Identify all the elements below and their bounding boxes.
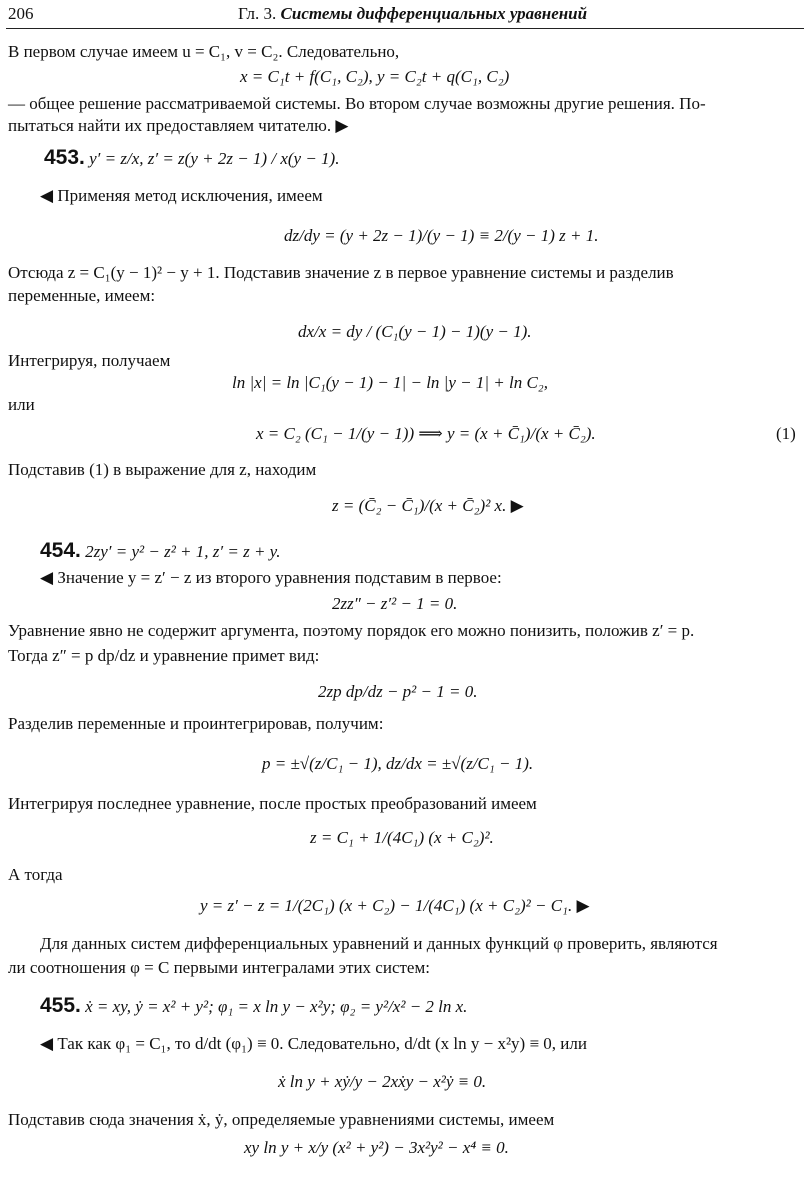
problem-number: 453. xyxy=(44,146,85,169)
problem-number: 454. xyxy=(40,539,81,562)
running-header xyxy=(238,4,587,24)
problem-453 xyxy=(44,146,339,170)
text-line: Интегрируя, получаем xyxy=(8,351,171,370)
formula: y = z′ − z = 1/(2C₁) (x + C₂) − 1/(4C₁) (x + C₂)² − C₁. ▶ xyxy=(200,896,590,915)
text-line: Уравнение явно не содержит аргумента, поэтому порядок его можно понизить, положив z′ = p. xyxy=(8,621,695,640)
text-line: Для данных систем дифференциальных уравнений и данных функций φ проверить, являются xyxy=(40,934,718,953)
equation-tag: (1) xyxy=(776,424,796,443)
text-line: Тогда z″ = p dp/dz и уравнение примет вид: xyxy=(8,646,320,665)
formula: x = C₂ (C₁ − 1/(y − 1)) ⟹ y = (x + C̄₁)/(x + C̄₂). xyxy=(256,424,596,443)
text-line: Разделив переменные и проинтегрировав, получим: xyxy=(8,714,384,733)
text-line: ◀ Так как φ₁ = C₁, то d/dt (φ₁) ≡ 0. Следовательно, d/dt (x ln y − x²y) ≡ 0, или xyxy=(40,1034,587,1053)
text-line: пытаться найти их предоставляем читателю. ▶ xyxy=(8,116,349,135)
problem-455 xyxy=(40,994,467,1018)
text-line: Интегрируя последнее уравнение, после простых преобразований имеем xyxy=(8,794,537,813)
text-line: Подставив сюда значения ẋ, ẏ, определяемые уравнениями системы, имеем xyxy=(8,1110,555,1129)
chapter-title: Системы дифференциальных уравнений xyxy=(280,4,588,23)
chapter-label: Гл. 3. xyxy=(238,4,281,23)
problem-number: 455. xyxy=(40,994,81,1017)
formula: dx/x = dy / (C₁(y − 1) − 1)(y − 1). xyxy=(298,322,532,341)
text-line: переменные, имеем: xyxy=(8,286,156,305)
text-line: Подставив (1) в выражение для z, находим xyxy=(8,460,317,479)
text-line: — общее решение рассматриваемой системы. Во втором случае возможны другие решения. По- xyxy=(8,94,706,113)
text-line: Отсюда z = C₁(y − 1)² − y + 1. Подставив значение z в первое уравнение системы и разделив xyxy=(8,263,674,282)
text-line: или xyxy=(8,395,35,414)
formula: 2zp dp/dz − p² − 1 = 0. xyxy=(318,682,478,701)
problem-system: y′ = z/x, z′ = z(y + 2z − 1) / x(y − 1). xyxy=(89,149,340,168)
header-rule xyxy=(6,28,804,29)
formula: dz/dy = (y + 2z − 1)/(y − 1) ≡ 2/(y − 1) z + 1. xyxy=(284,226,599,245)
problem-454 xyxy=(40,539,281,563)
problem-system: 2zy′ = y² − z² + 1, z′ = z + y. xyxy=(85,542,281,561)
formula: 2zz″ − z′² − 1 = 0. xyxy=(332,594,458,613)
text-line: ◀ Значение y = z′ − z из второго уравнения подставим в первое: xyxy=(40,568,502,587)
page-number: 206 xyxy=(8,4,34,23)
formula: z = C₁ + 1/(4C₁) (x + C₂)². xyxy=(310,828,494,847)
text-line: А тогда xyxy=(8,865,63,884)
text-line: ◀ Применяя метод исключения, имеем xyxy=(40,186,323,205)
formula: ẋ ln y + xẏ/y − 2xẋy − x²ẏ ≡ 0. xyxy=(278,1072,487,1091)
problem-system: ẋ = xy, ẏ = x² + y²; φ₁ = x ln y − x²y; φ₂ = y²/x² − 2 ln x. xyxy=(85,997,468,1016)
formula: x = C₁t + f(C₁, C₂), y = C₂t + q(C₁, C₂) xyxy=(240,67,510,86)
formula: xy ln y + x/y (x² + y²) − 3x²y² − x⁴ ≡ 0. xyxy=(244,1138,509,1157)
text-line: В первом случае имеем u = C₁, v = C₂. Следовательно, xyxy=(8,42,400,61)
formula: z = (C̄₂ − C̄₁)/(x + C̄₂)² x. ▶ xyxy=(332,496,524,515)
formula: p = ±√(z/C₁ − 1), dz/dx = ±√(z/C₁ − 1). xyxy=(262,754,534,773)
text-line: ли соотношения φ = C первыми интегралами этих систем: xyxy=(8,958,430,977)
formula: ln |x| = ln |C₁(y − 1) − 1| − ln |y − 1| + ln C₂, xyxy=(232,373,548,392)
